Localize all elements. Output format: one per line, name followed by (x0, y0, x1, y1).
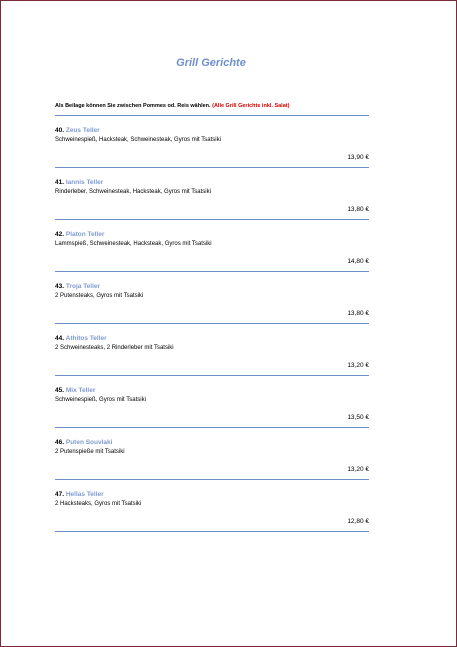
divider (55, 323, 369, 324)
item-description: Schweinespieß, Gyros mit Tsatsiki (55, 397, 146, 403)
item-description: 2 Putenspieße mit Tsatsiki (55, 449, 125, 455)
divider (55, 427, 369, 428)
divider (55, 271, 369, 272)
divider (55, 375, 369, 376)
menu-item (55, 439, 369, 473)
menu-item (55, 231, 369, 265)
menu-item (55, 387, 369, 421)
item-name: Athitos Teller (65, 335, 107, 342)
item-name: Puten Souvlaki (65, 439, 113, 446)
item-number: 42. (55, 231, 65, 238)
item-heading (55, 335, 369, 342)
item-heading (55, 491, 369, 498)
item-price: 13,20 € (347, 362, 369, 369)
divider (55, 115, 369, 116)
item-heading (55, 387, 369, 394)
menu-item (55, 179, 369, 213)
divider (55, 167, 369, 168)
item-description: 2 Schweinesteaks, 2 Rinderleber mit Tsatsiki (55, 345, 174, 351)
item-heading (55, 283, 369, 290)
menu-item (55, 283, 369, 317)
divider (55, 479, 369, 480)
item-description: 2 Hacksteaks, Gyros mit Tsatsiki (55, 501, 142, 507)
item-name: Platon Teller (65, 231, 105, 238)
item-name: Zeus Teller (65, 127, 100, 134)
item-description: Schweinespieß, Hacksteak, Schweinesteak, Gyros mit Tsatsiki (55, 137, 221, 143)
item-heading (55, 127, 369, 134)
item-price: 12,80 € (347, 518, 369, 525)
item-description: Rinderleber, Schweinesteak, Hacksteak, Gyros mit Tsatsiki (55, 189, 211, 195)
item-price: 13,80 € (347, 310, 369, 317)
item-number: 40. (55, 127, 65, 134)
divider (55, 531, 369, 532)
item-description: Lammspieß, Schweinesteak, Hacksteak, Gyros mit Tsatsiki (55, 241, 212, 247)
item-price: 13,90 € (347, 154, 369, 161)
salad-note: (Alle Grill Gerichte inkl. Salat) (212, 103, 290, 109)
item-heading (55, 439, 369, 446)
page-title: Grill Gerichte (176, 57, 246, 69)
item-name: Iannis Teller (65, 179, 104, 186)
item-price: 14,80 € (347, 258, 369, 265)
item-number: 47. (55, 491, 65, 498)
intro-text: Als Beilage können Sie zwischen Pommes od. Reis wählen. (55, 103, 211, 109)
item-description: 2 Putensteaks, Gyros mit Tsatsiki (55, 293, 144, 299)
item-number: 44. (55, 335, 65, 342)
item-number: 41. (55, 179, 65, 186)
item-number: 45. (55, 387, 65, 394)
item-price: 13,80 € (347, 206, 369, 213)
item-name: Troja Teller (65, 283, 101, 290)
item-price: 13,20 € (347, 466, 369, 473)
divider (55, 219, 369, 220)
item-number: 43. (55, 283, 65, 290)
menu-item (55, 127, 369, 161)
side-dish-note (55, 103, 289, 109)
item-heading (55, 179, 369, 186)
item-price: 13,50 € (347, 414, 369, 421)
item-heading (55, 231, 369, 238)
item-name: Mix Teller (65, 387, 96, 394)
menu-item (55, 491, 369, 525)
item-name: Hellas Teller (65, 491, 104, 498)
menu-item (55, 335, 369, 369)
item-number: 46. (55, 439, 65, 446)
